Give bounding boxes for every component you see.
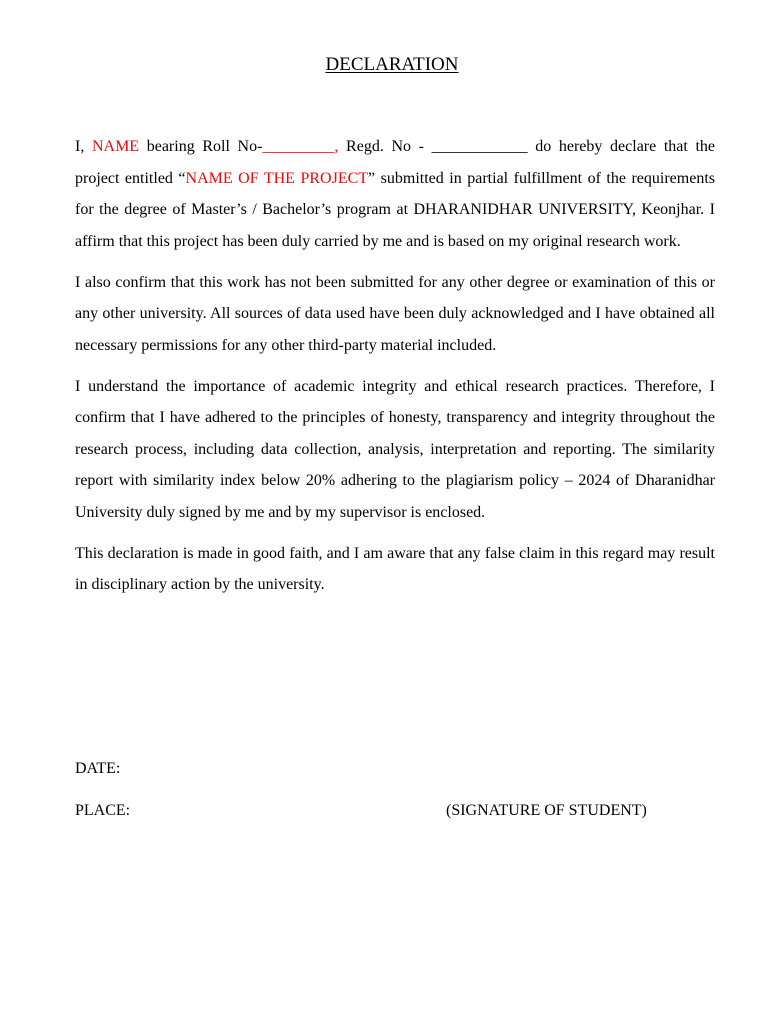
paragraph-good-faith: This declaration is made in good faith, and I am aware that any false claim in this regard may result in disciplinary action by the university. [75,544,715,593]
paragraph-declaration [75,131,715,257]
regd-no-blank: ____________ [431,138,528,155]
declaration-body [75,131,715,610]
page-title: DECLARATION [325,54,459,75]
paragraph-originality: I also confirm that this work has not been submitted for any other degree or examination of this or any other university. All sources of data used have been duly acknowledged and I have obtained all necessary permissions for any other third-party material included. [75,273,715,354]
para1-text-2: bearing Roll No- [139,138,263,155]
place-label: PLACE: [75,802,131,819]
roll-no-blank: _________, [262,138,339,155]
date-label: DATE: [75,760,121,777]
para1-text-3: Regd. No - [338,138,432,155]
para1-text-4: do hereby declare that the project entitled “ [75,138,716,187]
para1-text-5: ” submitted in partial fulfillment of the requirements for the degree of Master’s / Bachelor’s program at DHARANIDHAR UNIVERSITY, Keonjhar. I affirm that this project has been duly carried by me and is based on my original research work. [75,169,715,250]
para1-text-1: I, [75,138,92,155]
signature-label: (SIGNATURE OF STUDENT) [446,802,647,819]
student-name-placeholder: NAME [91,138,140,155]
project-name-placeholder: NAME OF THE PROJECT [185,169,369,187]
paragraph-integrity: I understand the importance of academic integrity and ethical research practices. Therefore, I confirm that I have adhered to the principles of honesty, transparency and integrity throughout the research process, including data collection, analysis, interpretation and reporting. The similarity report with similarity index below 20% adhering to the plagiarism policy – 2024 of Dharanidhar University duly signed by me and by my supervisor is enclosed. [75,377,715,521]
